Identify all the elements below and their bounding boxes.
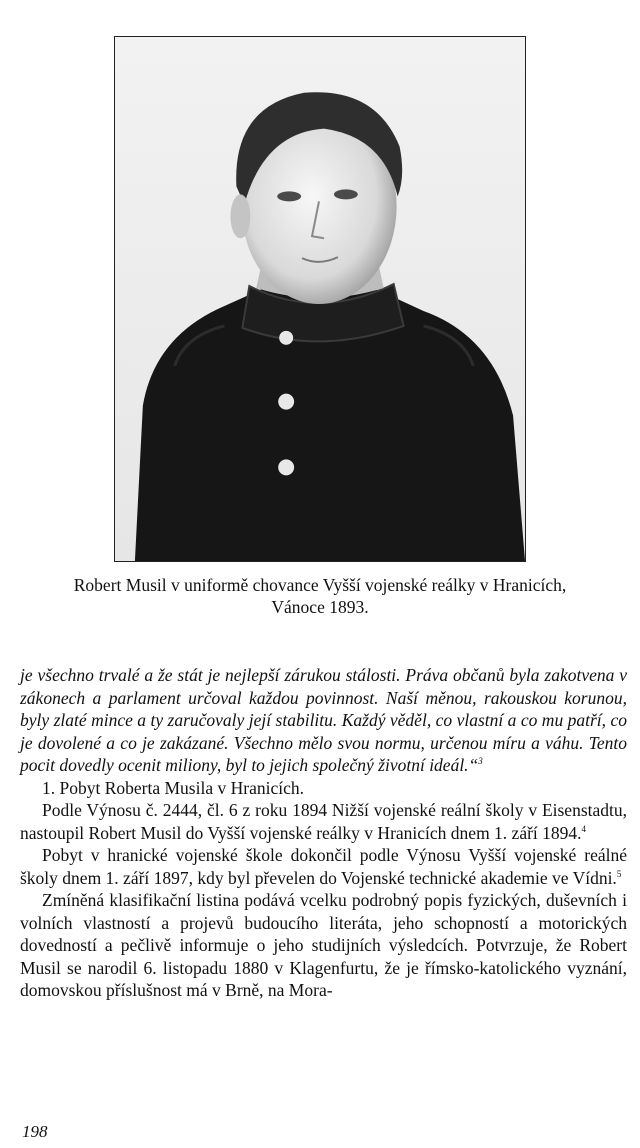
portrait-illustration <box>115 37 525 561</box>
footnote-ref-4: 4 <box>581 823 587 834</box>
paragraph-2 <box>20 844 627 889</box>
quote-text: je všechno trvalé a že stát je nejlepší zárukou stálosti. Práva občanů byla zakotvena v zákonech a parlament určoval každou povinnost. Naší měnou, rakouskou korunou, byly zlaté mince a ty zaručovaly její stabilitu. Každý věděl, co vlastní a co mu patří, co je dovolené a co je zakázané. Všechno mělo svou normu, určenou míru a váhu. Tento pocit dovedly ocenit miliony, byl to jejich společný životní ideál.“ <box>20 665 627 775</box>
figure-caption <box>20 574 620 618</box>
quote-paragraph <box>20 664 627 777</box>
caption-line-2: Vánoce 1893. <box>271 597 369 617</box>
paragraph-2-text: Pobyt v hranické vojenské škole dokončil podle Výnosu Vyšší vojenské reálné školy dnem 1. září 1897, kdy byl převelen do Vojenské technické akademie ve Vídni. <box>20 845 627 888</box>
footnote-ref-5: 5 <box>616 868 622 879</box>
page-number: 198 <box>22 1122 48 1141</box>
footnote-ref-3: 3 <box>478 756 483 767</box>
section-heading: 1. Pobyt Roberta Musila v Hranicích. <box>42 777 304 798</box>
paragraph-3: Zmíněná klasifikační listina podává vcelku podrobný popis fyzických, duševních i volních vlastností a projevů budoucího literáta, jeho schopností a motorických dovedností a pečlivě informuje o jeho studijních výsledcích. Potvrzuje, že Robert Musil se narodil 6. listopadu 1880 v Klagenfurtu, že je římsko-katolického vyznání, domovskou příslušnost má v Brně, na Mora- <box>20 890 627 1000</box>
paragraph-1-text: Podle Výnosu č. 2444, čl. 6 z roku 1894 Nižší vojenské reální školy v Eisenstadtu, nastoupil Robert Musil do Vyšší vojenské reálky v Hranicích dnem 1. září 1894. <box>20 800 627 843</box>
portrait-photo <box>114 36 526 562</box>
caption-line-1: Robert Musil v uniformě chovance Vyšší vojenské reálky v Hranicích, <box>73 575 567 595</box>
body-text <box>20 664 627 1002</box>
paragraph-1 <box>20 799 627 844</box>
